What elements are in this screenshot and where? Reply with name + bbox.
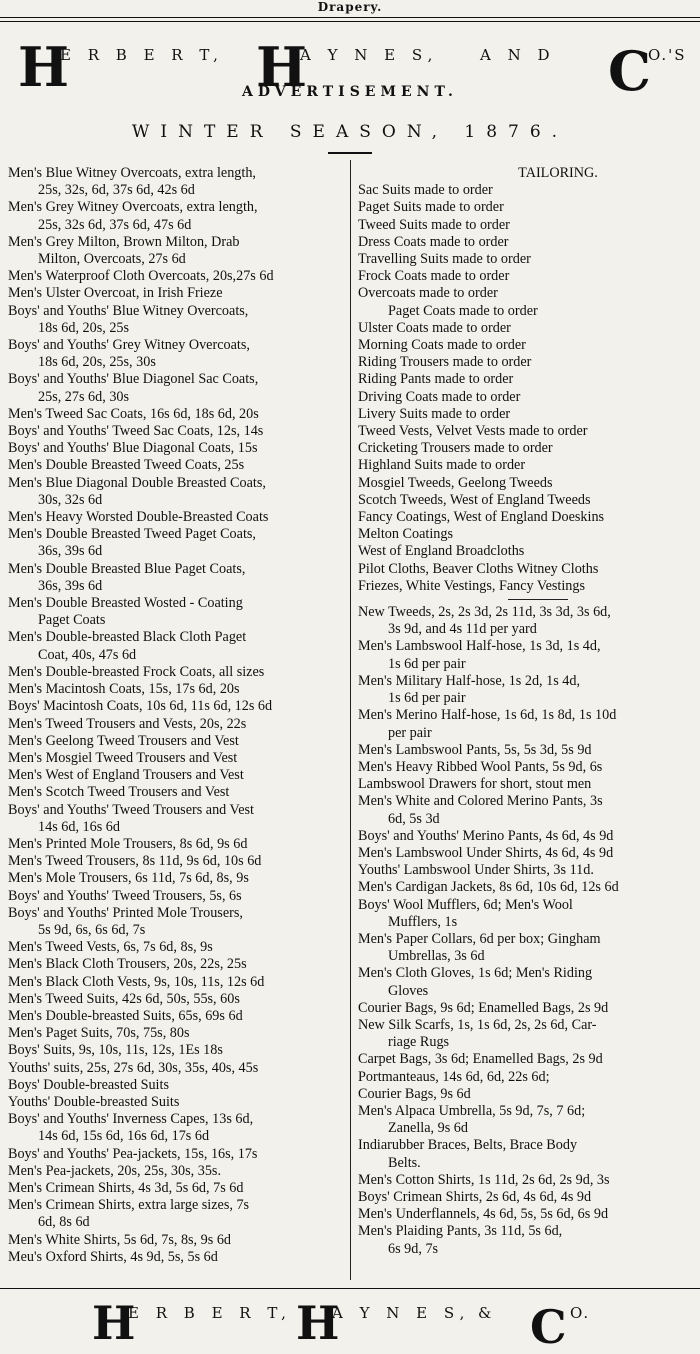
list-item: Boys' Macintosh Coats, 10s 6d, 11s 6d, 12s 6d: [8, 698, 273, 715]
list-item: Travelling Suits made to order: [358, 251, 531, 268]
column-divider: [350, 160, 351, 1280]
list-item: Men's Plaiding Pants, 3s 11d, 5s 6d,: [358, 1223, 563, 1240]
list-item: Riding Pants made to order: [358, 371, 514, 388]
list-item: Boys' and Youths' Printed Mole Trousers,: [8, 904, 243, 921]
list-item: Boys' Crimean Shirts, 2s 6d, 4s 6d, 4s 9d: [358, 1188, 592, 1205]
firm-initial-c: C: [608, 39, 651, 103]
list-item: Men's Paper Collars, 6d per box; Gingham: [358, 930, 601, 947]
section-heading: Drapery.: [317, 0, 383, 14]
footer-firm: [0, 1296, 700, 1354]
list-item: Men's Cardigan Jackets, 8s 6d, 10s 6d, 12s 6d: [358, 879, 619, 896]
list-item: Lambswool Drawers for short, stout men: [358, 776, 592, 793]
list-item: Men's Mosgiel Tweed Trousers and Vest: [8, 749, 238, 766]
list-item: Boys' and Youths' Tweed Trousers and Vest: [8, 801, 254, 818]
season-rule: [328, 152, 372, 154]
list-item: Men's Blue Witney Overcoats, extra length,: [8, 165, 256, 181]
list-item: Highland Suits made to order: [358, 457, 526, 474]
firm-initial-h1: H: [18, 35, 70, 99]
list-item: Boys' and Youths' Inverness Capes, 13s 6d,: [8, 1111, 254, 1128]
footer-rule: [0, 1288, 700, 1289]
list-item: Men's Double Breasted Tweed Paget Coats,: [8, 526, 256, 543]
list-item: 14s 6d, 16s 6d: [38, 818, 120, 835]
list-item: Men's Waterproof Cloth Overcoats, 20s,27s 6d: [8, 268, 274, 285]
list-item: Men's Double Breasted Wosted - Coating: [8, 595, 243, 612]
list-item: Boys' and Youths' Blue Diagonal Coats, 15s: [8, 440, 258, 457]
list-item: Men's Cloth Gloves, 1s 6d; Men's Riding: [358, 965, 593, 982]
list-item: 6s 9d, 7s: [388, 1240, 439, 1257]
tailoring-list: [358, 182, 698, 595]
list-item: New Tweeds, 2s, 2s 3d, 2s 11d, 3s 3d, 3s 6d,: [358, 604, 611, 621]
list-item: Men's Underflannels, 4s 6d, 5s, 5s 6d, 6s 9d: [358, 1206, 609, 1223]
top-rule: [0, 17, 700, 18]
list-item: Men's Tweed Vests, 6s, 7s 6d, 8s, 9s: [8, 939, 213, 956]
list-item: Youths' Lambswool Under Shirts, 3s 11d.: [358, 862, 594, 879]
list-item: Boys' and Youths' Grey Witney Overcoats,: [8, 337, 250, 354]
list-item: Umbrellas, 3s 6d: [388, 948, 485, 965]
list-item: 25s, 32s, 6d, 37s 6d, 42s 6d: [38, 182, 195, 199]
list-item: Mufflers, 1s: [388, 913, 458, 930]
right-rule: [508, 599, 568, 600]
list-item: Men's Black Cloth Trousers, 20s, 22s, 25s: [8, 956, 247, 973]
list-item: Scotch Tweeds, West of England Tweeds: [358, 491, 591, 508]
list-item: West of England Broadcloths: [358, 543, 525, 560]
list-item: Men's Printed Mole Trousers, 8s 6d, 9s 6d: [8, 835, 248, 852]
list-item: Carpet Bags, 3s 6d; Enamelled Bags, 2s 9d: [358, 1051, 603, 1068]
list-item: 14s 6d, 15s 6d, 16s 6d, 17s 6d: [38, 1128, 210, 1145]
list-item: Milton, Overcoats, 27s 6d: [38, 251, 186, 268]
list-item: Men's Grey Milton, Brown Milton, Drab: [8, 233, 240, 250]
list-item: Men's Tweed Trousers, 8s 11d, 9s 6d, 10s 6d: [8, 853, 262, 870]
list-item: Sac Suits made to order: [358, 182, 493, 199]
list-item: Men's Grey Witney Overcoats, extra length,: [8, 199, 258, 216]
list-item: Tweed Suits made to order: [358, 216, 510, 233]
footer-initial-c: C: [530, 1300, 567, 1354]
list-item: 6d, 5s 3d: [388, 810, 440, 827]
list-item: Men's Double-breasted Black Cloth Paget: [8, 629, 247, 646]
list-item: Cricketing Trousers made to order: [358, 440, 553, 457]
list-item: 25s, 27s 6d, 30s: [38, 388, 130, 405]
list-item: Livery Suits made to order: [358, 405, 511, 422]
list-item: Fancy Coatings, West of England Doeskins: [358, 509, 605, 526]
list-item: Men's Double Breasted Blue Paget Coats,: [8, 560, 246, 577]
list-item: Dress Coats made to order: [358, 233, 509, 250]
list-item: Men's Ulster Overcoat, in Irish Frieze: [8, 285, 223, 302]
list-item: Men's Macintosh Coats, 15s, 17s 6d, 20s: [8, 681, 240, 698]
list-item: Men's White Shirts, 5s 6d, 7s, 8s, 9s 6d: [8, 1231, 232, 1248]
list-item: Boys' and Youths' Blue Witney Overcoats,: [8, 302, 249, 319]
list-item: Men's Cotton Shirts, 1s 11d, 2s 6d, 2s 9d, 3s: [358, 1171, 610, 1188]
list-item: Men's Double-breasted Suits, 65s, 69s 6d: [8, 1007, 243, 1024]
list-item: Melton Coatings: [358, 526, 453, 543]
firm-word-erbert: E R B E R T,: [60, 46, 224, 64]
list-item: Men's Black Cloth Vests, 9s, 10s, 11s, 12s 6d: [8, 973, 265, 990]
list-item: Friezes, White Vestings, Fancy Vestings: [358, 577, 585, 594]
list-item: Boys' and Youths' Tweed Trousers, 5s, 6s: [8, 887, 242, 904]
list-item: 1s 6d per pair: [388, 690, 466, 707]
list-item: Tweed Vests, Velvet Vests made to order: [358, 423, 588, 440]
list-item: Paget Suits made to order: [358, 199, 504, 216]
footer-word-erbert: E R B E R T,: [128, 1304, 292, 1322]
list-item: Men's Heavy Worsted Double-Breasted Coats: [8, 509, 269, 526]
list-item: Men's Lambswool Under Shirts, 4s 6d, 4s 9d: [358, 844, 614, 861]
list-item: Men's White and Colored Merino Pants, 3s: [358, 793, 603, 810]
list-item: per pair: [388, 724, 432, 741]
list-item: Boys' Suits, 9s, 10s, 11s, 12s, 1Es 18s: [8, 1042, 223, 1059]
list-item: Zanella, 9s 6d: [388, 1120, 468, 1137]
list-item: Ulster Coats made to order: [358, 319, 511, 336]
list-item: 3s 9d, and 4s 11d per yard: [388, 621, 537, 638]
list-item: 6d, 8s 6d: [38, 1214, 90, 1231]
list-item: Men's Lambswool Half-hose, 1s 3d, 1s 4d,: [358, 638, 601, 655]
list-item: Gloves: [388, 982, 429, 999]
list-item: Portmanteaus, 14s 6d, 6d, 22s 6d;: [358, 1068, 550, 1085]
list-item: 25s, 32s 6d, 37s 6d, 47s 6d: [38, 216, 192, 233]
list-item: 1s 6d per pair: [388, 655, 466, 672]
list-item: Men's Merino Half-hose, 1s 6d, 1s 8d, 1s 10d: [358, 707, 617, 724]
list-item: Riding Trousers made to order: [358, 354, 532, 371]
list-item: Driving Coats made to order: [358, 388, 521, 405]
list-item: Courier Bags, 9s 6d: [358, 1085, 471, 1102]
list-item: Boys' and Youths' Tweed Sac Coats, 12s, 14s: [8, 423, 264, 440]
firm-word-aynes: A Y N E S,: [300, 46, 439, 64]
list-item: Mosgiel Tweeds, Geelong Tweeds: [358, 474, 553, 491]
list-item: Men's Tweed Suits, 42s 6d, 50s, 55s, 60s: [8, 990, 240, 1007]
list-item: 18s 6d, 20s, 25s, 30s: [38, 354, 156, 371]
list-item: Paget Coats: [38, 612, 106, 629]
list-item: Pilot Cloths, Beaver Cloths Witney Cloths: [358, 560, 599, 577]
list-item: Youths' Double-breasted Suits: [8, 1093, 180, 1110]
list-item: Men's Military Half-hose, 1s 2d, 1s 4d,: [358, 672, 581, 689]
list-item: Overcoats made to order: [358, 285, 498, 302]
list-item: Morning Coats made to order: [358, 337, 526, 354]
list-item: Men's Paget Suits, 70s, 75s, 80s: [8, 1025, 190, 1042]
list-item: Coat, 40s, 47s 6d: [38, 646, 137, 663]
list-item: Men's Mole Trousers, 6s 11d, 7s 6d, 8s, 9s: [8, 870, 249, 887]
footer-word-aynes: A Y N E S,: [332, 1304, 471, 1322]
firm-word-os: O.'S: [648, 46, 687, 64]
list-item: Courier Bags, 9s 6d; Enamelled Bags, 2s 9d: [358, 999, 609, 1016]
list-item: Men's Lambswool Pants, 5s, 5s 3d, 5s 9d: [358, 741, 592, 758]
list-item: Indiarubber Braces, Belts, Brace Body: [358, 1137, 578, 1154]
top-rule-2: [0, 21, 700, 22]
list-item: Men's Crimean Shirts, extra large sizes, 7s: [8, 1197, 250, 1214]
list-item: Men's Double Breasted Tweed Coats, 25s: [8, 457, 245, 474]
list-item: Boys' and Youths' Blue Diagonel Sac Coats,: [8, 371, 259, 388]
list-item: Men's Tweed Trousers and Vests, 20s, 22s: [8, 715, 247, 732]
firm-initial-h2: H: [256, 35, 308, 99]
list-item: Frock Coats made to order: [358, 268, 510, 285]
list-item: Men's Tweed Sac Coats, 16s 6d, 18s 6d, 20s: [8, 405, 259, 422]
list-item: 30s, 32s 6d: [38, 491, 103, 508]
list-item: Men's Alpaca Umbrella, 5s 9d, 7s, 7 6d;: [358, 1102, 586, 1119]
list-item: Men's Blue Diagonal Double Breasted Coats,: [8, 474, 266, 491]
left-column: [8, 165, 346, 1266]
list-item: Men's Double-breasted Frock Coats, all sizes: [8, 663, 265, 680]
footer-word-o: O.: [570, 1304, 591, 1322]
list-item: 36s, 39s 6d: [38, 543, 103, 560]
firm-word-and: A N D: [480, 46, 556, 64]
list-item: 18s 6d, 20s, 25s: [38, 319, 130, 336]
list-item: 5s 9d, 6s, 6s 6d, 7s: [38, 921, 146, 938]
list-item: riage Rugs: [388, 1034, 450, 1051]
list-item: Men's Crimean Shirts, 4s 3d, 5s 6d, 7s 6d: [8, 1179, 244, 1196]
footer-ampersand: &: [478, 1304, 498, 1322]
list-item: Men's Scotch Tweed Trousers and Vest: [8, 784, 230, 801]
advertisement-title: ADVERTISEMENT.: [242, 84, 458, 100]
list-item: Boys' Wool Mufflers, 6d; Men's Wool: [358, 896, 573, 913]
list-item: 36s, 39s 6d: [38, 577, 103, 594]
list-item: Men's Pea-jackets, 20s, 25s, 30s, 35s.: [8, 1162, 221, 1179]
footer-initial-h1: H: [92, 1296, 136, 1350]
tailoring-heading: TAILORING.: [518, 165, 598, 181]
season-title: WINTER SEASON, 1876.: [131, 122, 569, 142]
list-item: Paget Coats made to order: [388, 302, 538, 319]
list-item: Men's Heavy Ribbed Wool Pants, 5s 9d, 6s: [358, 758, 603, 775]
footer-initial-h2: H: [296, 1296, 340, 1350]
list-item: Meu's Oxford Shirts, 4s 9d, 5s, 5s 6d: [8, 1248, 218, 1265]
list-item: Boys' Double-breasted Suits: [8, 1076, 169, 1093]
list-item: Boys' and Youths' Merino Pants, 4s 6d, 4s 9d: [358, 827, 614, 844]
list-item: New Silk Scarfs, 1s, 1s 6d, 2s, 2s 6d, Car-: [358, 1016, 597, 1033]
list-item: Youths' suits, 25s, 27s 6d, 30s, 35s, 40s, 45s: [8, 1059, 259, 1076]
list-item: Men's Geelong Tweed Trousers and Vest: [8, 732, 239, 749]
right-column: [358, 165, 698, 1258]
goods-list: [358, 604, 698, 1258]
list-item: Boys' and Youths' Pea-jackets, 15s, 16s, 17s: [8, 1145, 258, 1162]
list-item: Men's West of England Trousers and Vest: [8, 767, 244, 784]
list-item: Belts.: [388, 1154, 421, 1171]
